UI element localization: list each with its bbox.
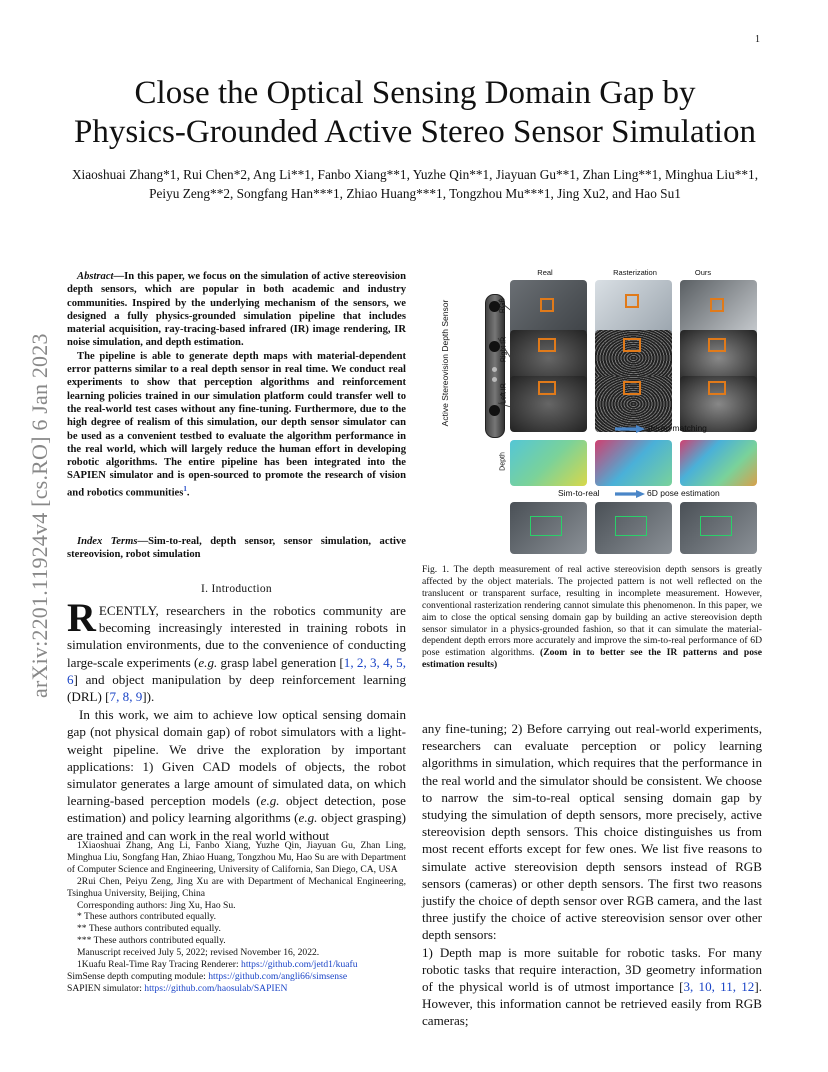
sim-to-real-label: Sim-to-real bbox=[558, 488, 600, 498]
citation-refs[interactable]: 3, 10, 11, 12 bbox=[683, 979, 755, 995]
intro-p1-b: grasp label generation [ bbox=[217, 654, 344, 670]
index-terms-text: —Sim-to-real, depth sensor, sensor simulation, active stereovision, robot simulation bbox=[67, 536, 406, 561]
row-label-rgb: RGB bbox=[499, 297, 507, 314]
drop-cap: R bbox=[67, 595, 96, 640]
footnote-equal-3: *** These authors contributed equally. bbox=[77, 935, 226, 947]
footnotes bbox=[67, 840, 406, 995]
row-label-depth: Depth bbox=[499, 452, 507, 471]
col-label-rasterization: Rasterization bbox=[613, 268, 657, 277]
index-terms-label: Index Terms bbox=[77, 536, 138, 547]
right-column-text bbox=[422, 720, 762, 1030]
intro-p2-a: In this work, we aim to achieve low optical sensing domain gap (not physical domain gap) of robot simulators with a light-weight pipeline. We drive the exploration by important applications: 1) Given CAD models of objects, the robot simulator generates a large amount of simulated data, on which learning-based perception models ( bbox=[67, 707, 406, 809]
section-heading: I. Introduction bbox=[201, 583, 272, 595]
stereo-matching-label: Stereo matching bbox=[645, 423, 707, 433]
citation-refs[interactable]: 7, 8, 9 bbox=[109, 689, 143, 705]
footnote-equal-2: ** These authors contributed equally. bbox=[77, 923, 221, 935]
footnote-manuscript: Manuscript received July 5, 2022; revised November 16, 2022. bbox=[77, 947, 320, 959]
depth-ours-image bbox=[680, 440, 757, 486]
intro-p2-b: object detection, pose estimation) and policy learning algorithms ( bbox=[67, 793, 406, 826]
citation-refs[interactable]: 1, 2, 3, 4, 5, 6 bbox=[67, 654, 406, 687]
kuafu-link[interactable]: https://github.com/jetd1/kuafu bbox=[241, 959, 358, 971]
abstract bbox=[67, 270, 406, 500]
pose-estimation-label: 6D pose estimation bbox=[647, 488, 720, 498]
row-label-left-ir: Left IR bbox=[500, 383, 508, 404]
pose-real-image bbox=[510, 502, 587, 554]
footnote-equal-1: * These authors contributed equally. bbox=[77, 911, 217, 923]
col-label-real: Real bbox=[537, 268, 553, 277]
pose-ours-image bbox=[680, 502, 757, 554]
right-paragraph-1: any fine-tuning; 2) Before carrying out real-world experiments, researchers can evaluate perception or policy learning algorithms in simulation, which requires that the performance in the real world and the simulator should be consistent. We choose to narrow the sim-to-real optical sensing domain gap by studying the simulation of depth sensors, more precisely, active stereovision depth sensors. This choice distinguishes us from most recent efforts except for few ones. We list five reasons to simulate active stereovision depth sensors instead of RGB sensors (cameras) or other depth sensors. The first two reasons justify the choice of depth sensor over RGB camera, and the last three justify the choice of active stereovision sensor over other depth sensors: bbox=[422, 721, 762, 943]
abstract-paragraph-2: The pipeline is able to generate depth maps with material-dependent error patterns similar to a real depth sensor in real time. We conduct real experiments to show that perception algorithms and reinforcement learning policies trained in our simulation platform could transfer well to the real-world test cases without any fine-tuning. Furthermore, due to the high degree of realism of this simulation, our depth sensor simulator can be used as a convenient testbed to evaluate the algorithm performance in the real world, which will largely reduce the human effort in developing robotic algorithms. The entire pipeline has been integrated into the SAPIEN simulator and is open-sourced to promote the research of vision and robotics communities bbox=[67, 350, 406, 499]
title-line-1: Close the Optical Sensing Domain Gap by bbox=[134, 75, 696, 111]
intro-p1-c: ] and object manipulation by deep reinforcement learning (DRL) [ bbox=[67, 671, 406, 705]
sapien-link[interactable]: https://github.com/haosulab/SAPIEN bbox=[144, 982, 288, 994]
abstract-end: . bbox=[186, 487, 190, 499]
page-number: 1 bbox=[755, 34, 760, 45]
arxiv-stamp: arXiv:2201.11924v4 [cs.RO] 6 Jan 2023 bbox=[27, 333, 52, 698]
rgb-ours-image bbox=[680, 280, 757, 336]
sensor-label: Active Stereovision Depth Sensor bbox=[440, 299, 450, 427]
col-label-ours: Ours bbox=[694, 268, 712, 277]
intro-eg: e.g. bbox=[198, 654, 218, 670]
simsense-link[interactable]: https://github.com/angli66/simsense bbox=[208, 970, 348, 982]
pose-rasterization-image bbox=[595, 502, 672, 554]
abstract-paragraph-1: —In this paper, we focus on the simulation of active stereovision depth sensors, which are popular in both academic and industry communities. Inspired by the underlying mechanism of the sensors, we designed a fully physics-grounded simulation pipeline that includes material acquisition, ray-tracing-based infrared (IR) image rendering, IR noise simulation, and depth estimation. bbox=[67, 271, 406, 349]
intro-eg: e.g. bbox=[298, 810, 318, 826]
kuafu-label: 1Kuafu Real-Time Ray Tracing Renderer: bbox=[77, 959, 242, 971]
intro-p1-a: ECENTLY, researchers in the robotics community are becoming increasingly interested in training robots in simulation environments, due to the convenience of conducting large-scale experiments ( bbox=[67, 603, 406, 670]
simsense-label: SimSense depth computing module: bbox=[67, 970, 209, 982]
caption-text: Fig. 1. The depth measurement of real active stereovision depth sensors is greatly affected by the object materials. The projected pattern is not well reflected on the translucent or transparent surface, resulting in incomplete measurement. However, conventional rasterization rendering cannot simulate this phenomenon. In this paper, we aim to close the optical sensing domain gap by building an active stereovision depth sensor simulator in a physics-grounded fashion, so that it can simulate the material-dependent depth errors more accurately and improve the sim-to-real performance of 6D pose estimation algorithms. bbox=[422, 564, 762, 659]
author-list: Xiaoshuai Zhang*1, Rui Chen*2, Ang Li**1, Fanbo Xiang**1, Yuzhe Qin**1, Jiayuan Gu**1, Zhan Ling**1, Minghua Liu**1, Peiyu Zeng**2, Songfang Han***1, Zhiao Huang***1, Tongzhou Mu***1, Jing Xu2, and Hao Su1 bbox=[71, 167, 759, 201]
sim-to-real-arrow bbox=[615, 490, 645, 498]
title-line-2: Physics-Grounded Active Stereo Sensor Simulation bbox=[74, 114, 756, 150]
depth-rasterization-image bbox=[595, 440, 672, 486]
abstract-label: Abstract bbox=[77, 271, 114, 282]
figure-1 bbox=[440, 268, 780, 560]
caption-zoom-note: (Zoom in to better see the IR patterns and pose estimation results) bbox=[422, 647, 762, 671]
intro-p1-d: ]). bbox=[142, 689, 155, 705]
row-label-right-ir: Right IR bbox=[500, 336, 508, 363]
intro-eg: e.g. bbox=[260, 793, 280, 809]
figure-caption bbox=[422, 564, 762, 671]
footnote-affiliation-2: 2Rui Chen, Peiyu Zeng, Jing Xu are with Department of Mechanical Engineering, Tsinghua University, Beijing, China bbox=[67, 875, 406, 899]
right-p2-a: 1) Depth map is more suitable for robotic tasks. For many robotic tasks that require interaction, 3D geometry information of the physical world is of utmost importance [ bbox=[422, 944, 762, 995]
intro-p2-c: object grasping) are trained and can work in the real world without bbox=[67, 810, 406, 843]
left-ir-real-image bbox=[510, 376, 587, 432]
rgb-real-image bbox=[510, 280, 587, 336]
sapien-label: SAPIEN simulator: bbox=[67, 982, 145, 994]
depth-real-image bbox=[510, 440, 587, 486]
footnote-affiliation-1: 1Xiaoshuai Zhang, Ang Li, Fanbo Xiang, Yuzhe Qin, Jiayuan Gu, Zhan Ling, Minghua Liu, Songfang Han, Zhiao Huang, Tongzhou Mu, Hao Su are with Department of Computer Science and Engineering, University of California, San Diego, CA, USA bbox=[67, 840, 406, 875]
paper-title bbox=[40, 74, 790, 152]
footnote-marker[interactable]: 1 bbox=[183, 484, 187, 493]
footnote-corresponding: Corresponding authors: Jing Xu, Hao Su. bbox=[77, 899, 236, 911]
index-terms bbox=[67, 535, 406, 562]
right-p2-b: ]. However, this information cannot be retrieved easily from RGB cameras; bbox=[422, 979, 762, 1029]
rgb-rasterization-image bbox=[595, 280, 672, 336]
introduction-text bbox=[67, 595, 406, 844]
